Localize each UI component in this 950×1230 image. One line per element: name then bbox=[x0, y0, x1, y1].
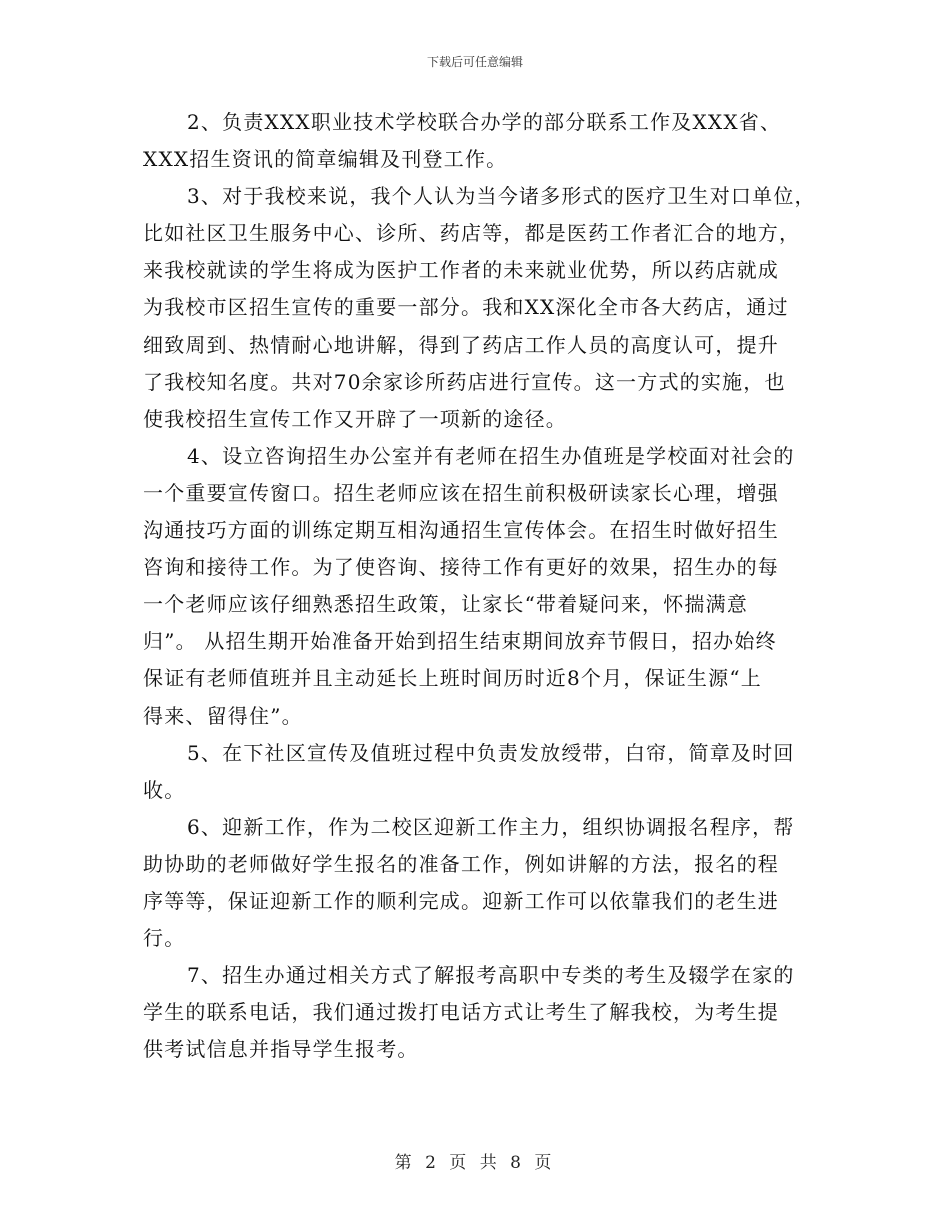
page-header: 下载后可任意编辑 bbox=[426, 55, 523, 69]
text-line: 行。 bbox=[143, 926, 186, 951]
text-line: 2、负责XXX职业技术学校联合办学的部分联系工作及XXX省、 bbox=[187, 110, 782, 134]
text-line: 4、设立咨询招生办公室并有老师在招生办值班是学校面对社会的 bbox=[187, 443, 795, 468]
text-line: 了我校知名度。共对70余家诊所药店进行宣传。这一方式的实施，也 bbox=[143, 369, 786, 394]
text-line: 为我校市区招生宣传的重要一部分。我和XX深化全市各大药店，通过 bbox=[143, 295, 789, 320]
text-line: XXX招生资讯的简章编辑及刊登工作。 bbox=[143, 147, 508, 172]
text-line: 供考试信息并指导学生报考。 bbox=[143, 1037, 419, 1062]
text-line: 保证有老师值班并且主动延长上班时间历时近8个月，保证生源“上 bbox=[143, 666, 762, 691]
text-line: 3、对于我校来说，我个人认为当今诸多形式的医疗卫生对口单位， bbox=[187, 184, 816, 209]
text-line: 来我校就读的学生将成为医护工作者的未来就业优势，所以药店就成 bbox=[143, 258, 779, 283]
text-line: 5、在下社区宣传及值班过程中负责发放绶带，白帘，简章及时回 bbox=[187, 740, 795, 765]
text-line: 使我校招生宣传工作又开辟了一项新的途径。 bbox=[143, 406, 567, 431]
text-line: 一个老师应该仔细熟悉招生政策，让家长“带着疑问来，怀揣满意 bbox=[143, 592, 749, 617]
text-line: 得来、留得住”。 bbox=[143, 703, 303, 728]
text-line: 序等等，保证迎新工作的顺利完成。迎新工作可以依靠我们的老生进 bbox=[143, 888, 779, 913]
page-footer: 第 2 页 共 8 页 bbox=[394, 1153, 556, 1173]
text-line: 学生的联系电话，我们通过拨打电话方式让考生了解我校，为考生提 bbox=[143, 1000, 779, 1025]
text-line: 7、招生办通过相关方式了解报考高职中专类的考生及辍学在家的 bbox=[187, 963, 795, 988]
text-line: 比如社区卫生服务中心、诊所、药店等，都是医药工作者汇合的地方， bbox=[143, 221, 801, 246]
document-body bbox=[143, 104, 818, 1068]
text-line: 沟通技巧方面的训练定期互相沟通招生宣传体会。在招生时做好招生 bbox=[143, 518, 779, 543]
text-line: 归”。 从招生期开始准备开始到招生结束期间放弃节假日，招办始终 bbox=[143, 629, 777, 654]
text-line: 收。 bbox=[143, 777, 186, 802]
text-line: 细致周到、热情耐心地讲解，得到了药店工作人员的高度认可，提升 bbox=[143, 332, 779, 357]
text-line: 助协助的老师做好学生报名的准备工作，例如讲解的方法，报名的程 bbox=[143, 851, 779, 876]
text-line: 一个重要宣传窗口。招生老师应该在招生前积极研读家长心理，增强 bbox=[143, 480, 779, 505]
text-line: 6、迎新工作，作为二校区迎新工作主力，组织协调报名程序，帮 bbox=[187, 814, 795, 839]
text-line: 咨询和接待工作。为了使咨询、接待工作有更好的效果，招生办的每 bbox=[143, 555, 779, 580]
